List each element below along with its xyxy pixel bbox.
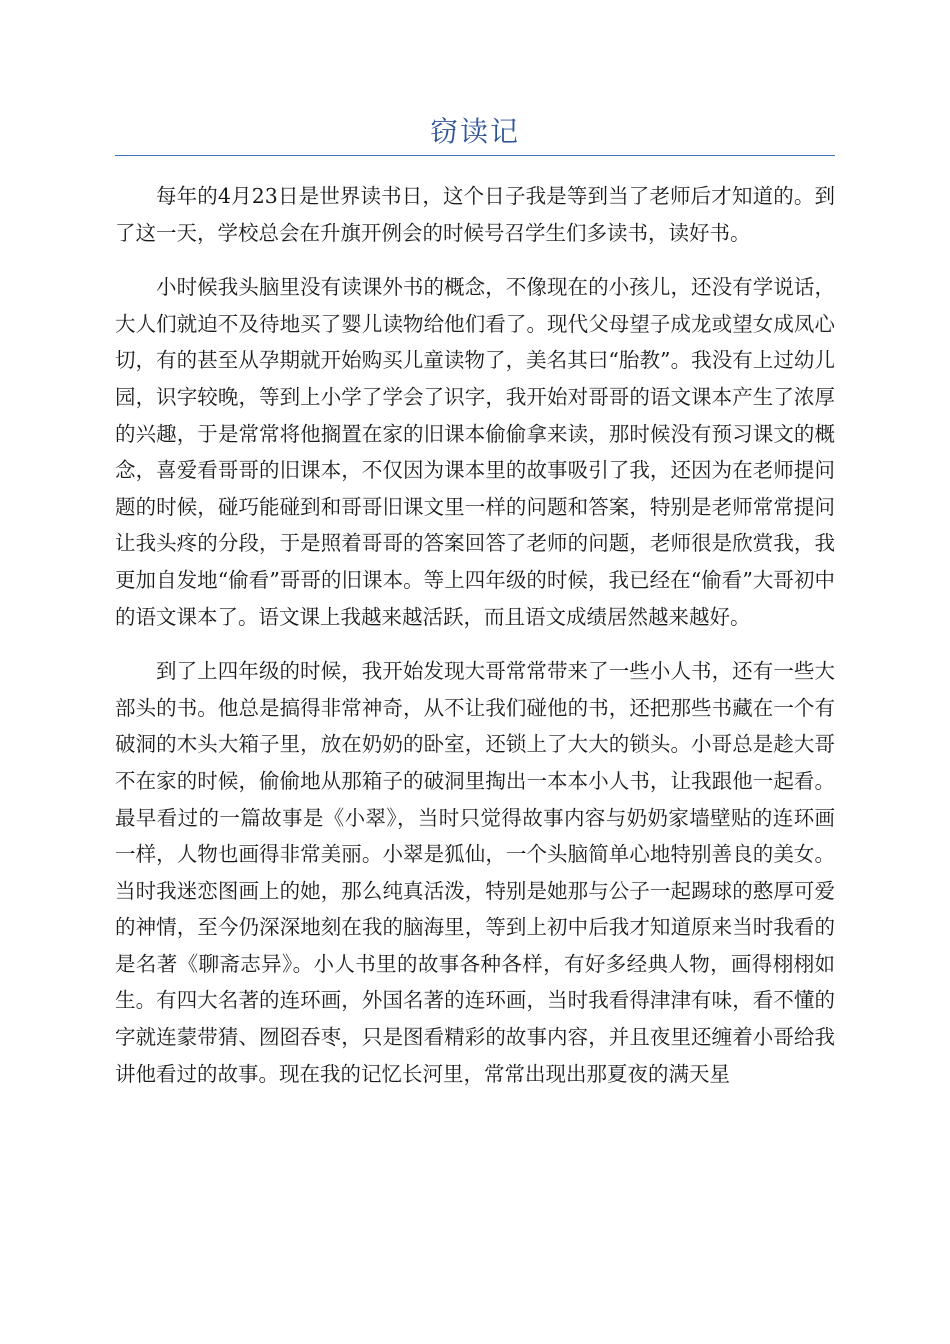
paragraph-3: 到了上四年级的时候，我开始发现大哥常常带来了一些小人书，还有一些大部头的书。他总是搞得非常神奇，从不让我们碰他的书，还把那些书藏在一个有破洞的木头大箱子里，放在奶奶的卧室，还锁上了大大的锁头。小哥总是趁大哥不在家的时候，偷偷地从那箱子的破洞里掏出一本本小人书，让我跟他一起看。最早看过的一篇故事是《小翠》，当时只觉得故事内容与奶奶家墙壁贴的连环画一样，人物也画得非常美丽。小翠是狐仙，一个头脑简单心地特别善良的美女。当时我迷恋图画上的她，那么纯真活泼，特别是她那与公子一起踢球的憨厚可爱的神情，至今仍深深地刻在我的脑海里，等到上初中后我才知道原来当时我看的是名著《聊斋志异》。小人书里的故事各种各样，有好多经典人物，画得栩栩如生。有四大名著的连环画，外国名著的连环画，当时我看得津津有味，看不懂的字就连蒙带猜、囫囵吞枣，只是图看精彩的故事内容，并且夜里还缠着小哥给我讲他看过的故事。现在我的记忆长河里，常常出现出那夏夜的满天星 [115,659,835,1086]
paragraph-1: 每年的4月23日是世界读书日，这个日子我是等到当了老师后才知道的。到了这一天，学校总会在升旗开例会的时候号召学生们多读书，读好书。 [115,184,835,245]
title-underline-rule [115,155,835,156]
document-body [115,178,835,1110]
document-title: 窃读记 [429,115,520,148]
paragraph-2: 小时候我头脑里没有读课外书的概念，不像现在的小孩儿，还没有学说话，大人们就迫不及待地买了婴儿读物给他们看了。现代父母望子成龙或望女成凤心切，有的甚至从孕期就开始购买儿童读物了，美名其曰“胎教”。我没有上过幼儿园，识字较晚，等到上小学了学会了识字，我开始对哥哥的语文课本产生了浓厚的兴趣，于是常常将他搁置在家的旧课本偷偷拿来读，那时候没有预习课文的概念，喜爱看哥哥的旧课本，不仅因为课本里的故事吸引了我，还因为在老师提问题的时候，碰巧能碰到和哥哥旧课文里一样的问题和答案，特别是老师常常提问让我头疼的分段，于是照着哥哥的答案回答了老师的问题，老师很是欣赏我，我更加自发地“偷看”哥哥的旧课本。等上四年级的时候，我已经在“偷看”大哥初中的语文课本了。语文课上我越来越活跃，而且语文成绩居然越来越好。 [115,275,835,629]
